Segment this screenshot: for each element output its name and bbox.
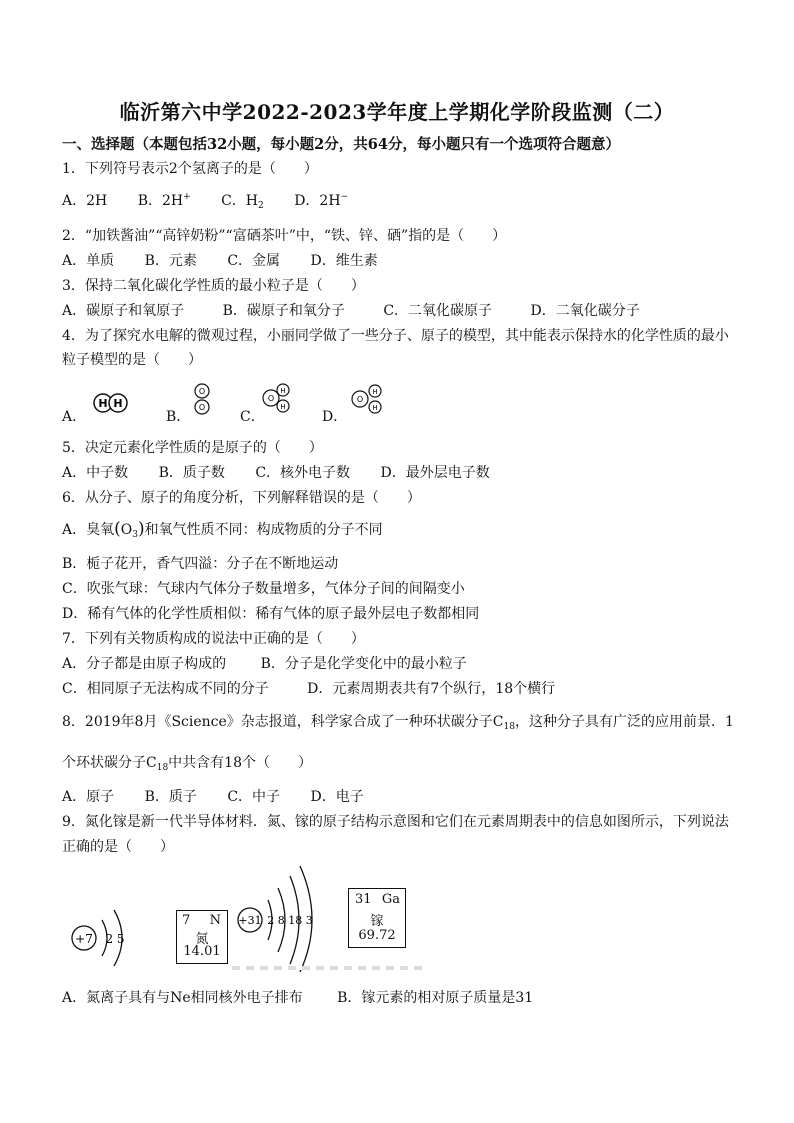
atom-label-o: O — [198, 387, 206, 396]
atom-label-h: H — [372, 404, 378, 412]
q9-option-a[interactable]: A．氮离子具有与Ne相同核外电子排布 — [62, 990, 303, 1006]
atom-label-o: O — [267, 394, 275, 403]
q3-option-a[interactable]: A．碳原子和氧原子 — [62, 303, 185, 319]
q8-option-d[interactable]: D．电子 — [310, 789, 364, 805]
q4-models — [62, 382, 462, 424]
nitrogen-nucleus-label: +7 — [75, 932, 93, 946]
paren-close: ) — [137, 519, 145, 539]
q7-option-a[interactable]: A．分子都是由原子构成的 — [62, 656, 227, 672]
q5-options — [62, 462, 490, 482]
q6-ozone-sub: 3 — [132, 530, 138, 540]
q1-option-b[interactable] — [138, 190, 191, 210]
q2-stem: 2．“加铁酱油”“高锌奶粉”“富硒茶叶”中，“铁、锌、硒”指的是（ ） — [62, 228, 507, 244]
q6-option-b[interactable]: B．栀子花开，香气四溢：分子在不断地运动 — [62, 556, 339, 572]
q5-option-c[interactable]: C．核外电子数 — [255, 465, 351, 481]
q4-option-b[interactable]: B． — [166, 409, 191, 425]
h2o-bent-molecule-icon — [260, 382, 294, 414]
q3-stem: 3．保持二氧化碳化学性质的最小粒子是（ ） — [62, 278, 365, 294]
q7-option-b[interactable]: B．分子是化学变化中的最小粒子 — [260, 656, 467, 672]
q7-options-row2 — [62, 678, 555, 698]
q9-option-b[interactable]: B．镓元素的相对原子质量是31 — [337, 990, 534, 1006]
q5-option-b[interactable]: B．质子数 — [158, 465, 225, 481]
gallium-atom-diagram — [232, 860, 328, 972]
q1-option-d[interactable] — [294, 190, 348, 210]
h2o-molecule-icon — [348, 382, 382, 416]
q9-stem-line1: 9．氮化镓是新一代半导体材料．氮、镓的原子结构示意图和它们在元素周期表中的信息如图所示，下列说法 — [62, 814, 729, 830]
scan-artifact — [232, 966, 422, 970]
q8-stem-line1 — [62, 711, 734, 732]
nitrogen-atomic-mass: 14.01 — [183, 944, 221, 959]
q1-option-c-text: C．H — [221, 193, 259, 209]
q2-option-b[interactable]: B．元素 — [144, 253, 197, 269]
q7-option-d[interactable]: D．元素周期表共有7个纵行，18个横行 — [307, 681, 556, 697]
q3-option-b[interactable]: B．碳原子和氧分子 — [222, 303, 345, 319]
q3-options — [62, 300, 640, 320]
q5-option-a[interactable]: A．中子数 — [62, 465, 129, 481]
q2-options — [62, 250, 378, 270]
q1-option-c[interactable] — [221, 190, 264, 211]
q1-option-a[interactable]: A．2H — [62, 193, 108, 209]
q7-options-row1 — [62, 653, 467, 673]
q6-option-a[interactable] — [62, 519, 383, 540]
q8-c18-sub: 18 — [503, 722, 515, 732]
q6-option-a-rest: 和氧气性质不同：构成物质的分子不同 — [144, 522, 383, 538]
atomic-structure-figure — [60, 860, 480, 978]
q9-stem-line2: 正确的是（ ） — [62, 839, 174, 855]
q4-stem-line1: 4．为了探究水电解的微观过程，小丽同学做了一些分子、原子的模型，其中能表示保持水的化学性质的最小 — [62, 328, 729, 344]
q8-stem2-text: 个环状碳分子C — [62, 755, 157, 771]
q4-option-a[interactable]: A． — [62, 409, 87, 425]
q9-options — [62, 987, 533, 1007]
q5-stem: 5．决定元素化学性质的是原子的（ ） — [62, 440, 323, 456]
q8-stem-rest: ，这种分子具有广泛的应用前景．1 — [514, 714, 734, 730]
nitrogen-name: 氮 — [195, 932, 209, 947]
nitrogen-atomic-number: 7 — [182, 913, 191, 928]
q8-options — [62, 786, 364, 806]
nitrogen-symbol: N — [209, 913, 221, 928]
gallium-name: 镓 — [370, 914, 384, 929]
q8-option-b[interactable]: B．质子 — [144, 789, 197, 805]
q4-option-c[interactable]: C． — [240, 409, 265, 425]
section-heading: 一、选择题（本题包括32小题，每小题2分，共64分，每小题只有一个选项符合题意） — [62, 136, 620, 153]
gallium-atomic-number: 31 — [355, 892, 372, 907]
q1-option-d-sup: − — [340, 192, 349, 202]
nitrogen-atom-diagram — [66, 896, 146, 970]
q7-option-c[interactable]: C．相同原子无法构成不同的分子 — [62, 681, 269, 697]
q6-option-c[interactable]: C．吹张气球：气球内气体分子数量增多，气体分子间的间隔变小 — [62, 581, 465, 597]
atom-label-h: H — [113, 397, 123, 410]
q8-option-a[interactable]: A．原子 — [62, 789, 115, 805]
q8-stem-text: 8．2019年8月《Science》杂志报道，科学家合成了一种环状碳分子C — [62, 714, 504, 730]
q4-stem-line2: 粒子模型的是（ ） — [62, 352, 202, 368]
q6-option-d[interactable]: D．稀有气体的化学性质相似：稀有气体的原子最外层电子数都相同 — [62, 606, 480, 622]
gallium-shell-electrons: 2 8 18 3 — [267, 914, 313, 927]
q1-stem: 1．下列符号表示2个氢离子的是（ ） — [62, 161, 318, 177]
atom-label-h: H — [98, 397, 108, 410]
q7-stem: 7．下列有关物质构成的说法中正确的是（ ） — [62, 631, 365, 647]
atom-label-h: H — [280, 387, 286, 395]
h2-molecule-icon — [92, 392, 138, 414]
q1-option-d-text: D．2H — [294, 193, 341, 209]
q6-stem: 6．从分子、原子的角度分析，下列解释错误的是（ ） — [62, 490, 421, 506]
q5-option-d[interactable]: D．最外层电子数 — [380, 465, 490, 481]
q1-option-b-sup: + — [183, 192, 191, 202]
q6-ozone-formula: O — [120, 522, 133, 538]
q1-option-c-sub: 2 — [258, 201, 264, 211]
q4-option-d[interactable]: D． — [322, 409, 348, 425]
q3-option-d[interactable]: D．二氧化碳分子 — [530, 303, 640, 319]
gallium-atomic-mass: 69.72 — [358, 928, 396, 943]
atom-label-o: O — [356, 395, 364, 404]
q8-c18-sub-2: 18 — [156, 763, 169, 773]
q6-option-a-text: A．臭氧 — [62, 522, 115, 538]
atom-label-h: H — [372, 388, 378, 396]
gallium-element-cell — [348, 888, 406, 948]
q1-option-b-text: B．2H — [137, 193, 184, 209]
paren-open: ( — [114, 519, 121, 539]
q8-stem2-rest: 中共含有18个（ ） — [168, 755, 312, 771]
q2-option-d[interactable]: D．维生素 — [310, 253, 378, 269]
atom-label-o: O — [198, 403, 206, 412]
q1-options — [62, 190, 348, 211]
q2-option-c[interactable]: C．金属 — [227, 253, 281, 269]
q2-option-a[interactable]: A．单质 — [62, 253, 115, 269]
q8-stem-line2 — [62, 752, 312, 773]
q8-option-c[interactable]: C．中子 — [227, 789, 281, 805]
nitrogen-element-cell — [176, 910, 228, 964]
gallium-symbol: Ga — [381, 892, 400, 907]
q3-option-c[interactable]: C．二氧化碳原子 — [383, 303, 493, 319]
exam-title: 临沂第六中学2022-2023学年度上学期化学阶段监测（二） — [119, 100, 675, 124]
atom-label-h: H — [280, 403, 286, 411]
nitrogen-shell-electrons: 2 5 — [105, 932, 125, 946]
gallium-nucleus-label: +31 — [238, 914, 262, 927]
o2-molecule-icon — [192, 382, 212, 418]
